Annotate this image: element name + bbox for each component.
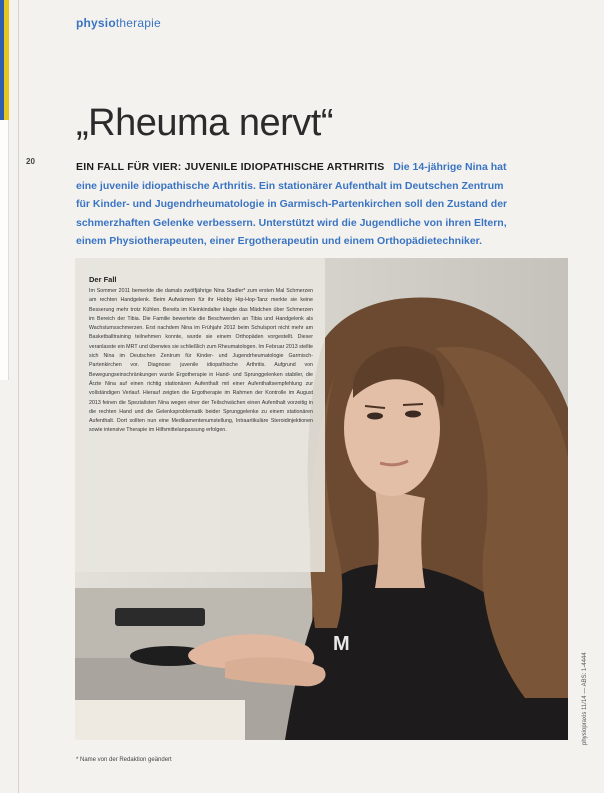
section-label-part1: physio xyxy=(76,16,116,30)
case-box-title: Der Fall xyxy=(89,275,117,284)
page-gutter-line xyxy=(18,0,19,793)
page-number: 20 xyxy=(26,157,35,166)
case-box xyxy=(75,258,325,572)
intro-kicker: EIN FALL FÜR VIER: JUVENILE IDIOPATHISCHE ARTHRITIS xyxy=(76,161,385,173)
article-headline: „Rheuma nervt“ xyxy=(76,102,333,144)
photo-caption: * Name von der Redaktion geändert xyxy=(76,757,172,763)
svg-text:M: M xyxy=(333,633,350,655)
case-box-body: Im Sommer 2011 bemerkte die damals zwölfjährige Nina Stadler* zum ersten Mal Schmerzen am rechten Handgelenk. Beim Aufwärmen für ihr Hobby Hip-Hop-Tanz merkte sie keine Besserung mehr trotz Kühlen. Bereits im Kleinkindalter klagte das Mädchen über Schmerzen im Bereich der Tibia. Die Familie bewertete die Beschwerden an Tibia und Handgelenk als Wachstumsschmerzen. Erst nachdem Nina im Frühjahr 2012 beim Schulsport nicht mehr am Basketballtraining teilnehmen konnte, wurde sie einem Orthopäden vorgestellt. Dieser veranlasste ein MRT und überwies sie schließlich zum Rheumatologen. Im Februar 2013 stellte sich Nina im Deutschen Zentrum für Kinder- und Jugendrheumatologie Garmisch-Partenkirchen vor. Diagnose: juvenile idiopathische Arthritis. Aufgrund von Bewegungseinschränkungen wurde Ergotherapie in Hand- und Sprunggelenken stabiler, die Ärzte Nina auf einen richtig stationären Aufenthalt mit einer Aufenthaltsempfehlung zur vollständigen Verlauf. Hierauf zeigten die Ergotherapie im Rahmen der Kontrolle im August 2013 feinen die Spezialisten Nina wegen einer der Teilschwächen einen Aufenthalt vorzeitig in die rechten Hand und die Gelenksproblematik beider Sprunggelenke zu einem stationären Aufenthalt. Dort sollten nun eine Medikamentenumstellung, Intraartikuläre Steroidinjektionen sowie intensive Therapie im Hilfsmittelanpassung erfolgen. xyxy=(89,288,313,434)
intro-text: Die 14-jährige Nina hat eine juvenile idiopathische Arthritis. Ein stationärer Aufenthalt im Deutschen Zentrum für Kinder- und Jugendrheumatologie in Garmisch-Partenkirchen soll den Zustand der schmerzhaften Gelenke verbessern. Unterstützt wird die Jugendliche von ihren Eltern, einem Physiotherapeuten, einer Ergotherapeutin und einem Orthopädietechniker. xyxy=(76,161,508,247)
section-label-part2: therapie xyxy=(115,16,161,30)
article-photo xyxy=(75,258,568,740)
article-intro xyxy=(76,158,516,251)
left-margin-white-tab xyxy=(0,120,9,380)
section-label xyxy=(76,16,161,30)
left-margin-yellow-bar xyxy=(4,0,9,120)
vertical-credit: physiopraxis 11/14 — ABS: 1-4444 xyxy=(582,652,588,745)
